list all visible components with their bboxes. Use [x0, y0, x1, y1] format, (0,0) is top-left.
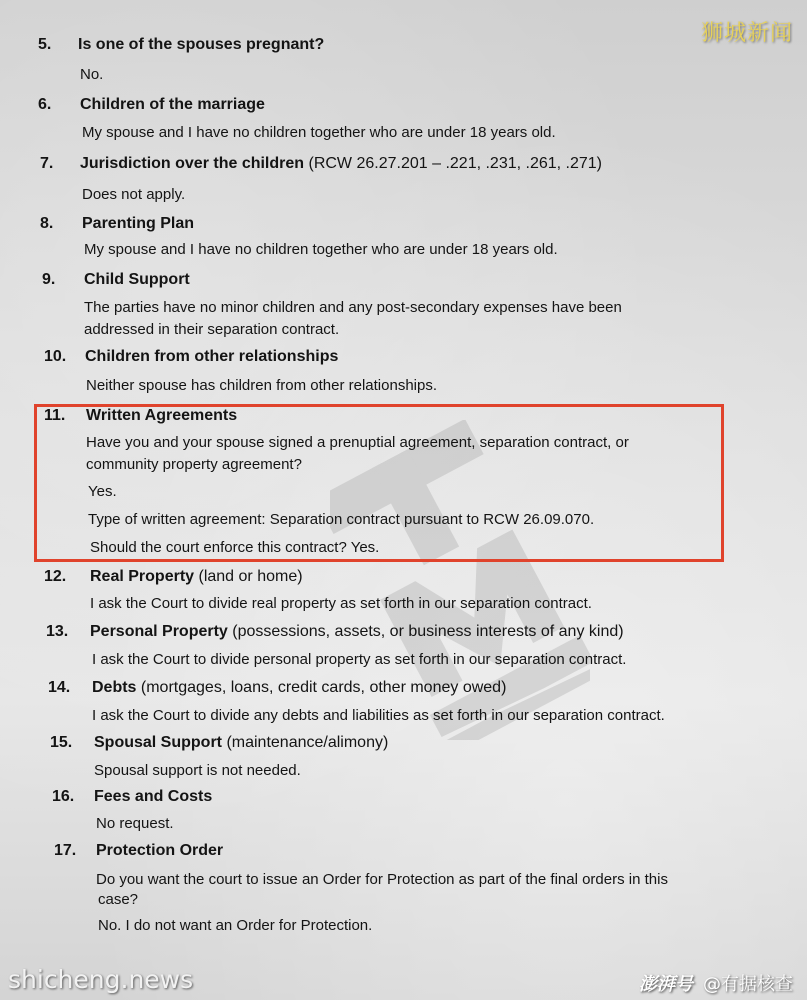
- watermark-bottom-right: [639, 970, 793, 996]
- item-body-line: No.: [80, 66, 104, 83]
- item-title: Children from other relationships: [85, 348, 339, 365]
- item-body-line: Does not apply.: [82, 186, 186, 203]
- watermark-logo: 澎湃号: [639, 974, 693, 995]
- item-heading: [92, 679, 506, 697]
- item-title: Parenting Plan: [82, 215, 195, 232]
- item-body-line: Neither spouse has children from other relationships.: [86, 377, 438, 394]
- item-title-note: (RCW 26.27.201 – .221, .231, .261, .271): [304, 155, 603, 172]
- item-number: 10.: [44, 348, 67, 365]
- item-heading: [85, 348, 338, 366]
- watermark-account: @有据核查: [703, 974, 793, 995]
- item-title-note: (possessions, assets, or business interests of any kind): [227, 623, 624, 640]
- item-title-note: (land or home): [194, 568, 303, 585]
- item-heading: [78, 36, 324, 54]
- item-title: Is one of the spouses pregnant?: [78, 36, 325, 53]
- item-title-note: (mortgages, loans, credit cards, other money owed): [136, 679, 507, 696]
- item-number: 7.: [40, 155, 54, 172]
- item-number: 13.: [46, 623, 69, 640]
- item-title: Written Agreements: [86, 407, 238, 424]
- item-title-note: (maintenance/alimony): [222, 734, 389, 751]
- item-body-line: Spousal support is not needed.: [94, 762, 301, 779]
- item-number: 5.: [38, 36, 52, 53]
- highlight-box-written-agreements: [34, 404, 724, 562]
- item-body-line: I ask the Court to divide real property as set forth in our separation contract.: [90, 595, 592, 612]
- item-body-line: Type of written agreement: Separation contract pursuant to RCW 26.09.070.: [88, 511, 595, 528]
- item-body-line: No. I do not want an Order for Protection.: [98, 917, 373, 934]
- item-number: 14.: [48, 679, 71, 696]
- item-title: Protection Order: [96, 842, 224, 859]
- item-heading: [94, 788, 212, 806]
- item-body-line: case?: [98, 891, 139, 908]
- item-body-line: community property agreement?: [86, 456, 302, 473]
- watermark-bottom-left: shicheng.news: [8, 965, 194, 994]
- item-title: Children of the marriage: [80, 96, 265, 113]
- item-heading: [96, 842, 223, 860]
- item-body-line: The parties have no minor children and any post-secondary expenses have been: [84, 299, 622, 316]
- item-title: Child Support: [84, 271, 190, 288]
- item-title: Personal Property: [90, 623, 228, 640]
- item-body-line: No request.: [96, 815, 174, 832]
- item-number: 15.: [50, 734, 73, 751]
- item-body-line: I ask the Court to divide any debts and liabilities as set forth in our separation contract.: [92, 707, 665, 724]
- item-number: 12.: [44, 568, 67, 585]
- item-heading: [90, 623, 624, 641]
- item-heading: [90, 568, 303, 586]
- item-body-line: My spouse and I have no children together who are under 18 years old.: [84, 241, 558, 258]
- item-number: 16.: [52, 788, 75, 805]
- item-body-line: My spouse and I have no children together who are under 18 years old.: [82, 124, 556, 141]
- item-heading: [82, 215, 194, 233]
- item-title: Spousal Support: [94, 734, 222, 751]
- item-body-line: I ask the Court to divide personal property as set forth in our separation contract.: [92, 651, 627, 668]
- item-number: 11.: [44, 407, 66, 424]
- item-number: 6.: [38, 96, 52, 113]
- item-title: Fees and Costs: [94, 788, 213, 805]
- item-title: Real Property: [90, 568, 195, 585]
- item-body-line: addressed in their separation contract.: [84, 321, 340, 338]
- item-number: 8.: [40, 215, 54, 232]
- item-title: Jurisdiction over the children: [80, 155, 305, 172]
- item-body-line: Have you and your spouse signed a prenuptial agreement, separation contract, or: [86, 434, 629, 451]
- item-body-line: Do you want the court to issue an Order for Protection as part of the final orders in this: [96, 871, 668, 888]
- item-title: Debts: [92, 679, 137, 696]
- item-heading: [80, 96, 265, 114]
- item-heading: [94, 734, 388, 752]
- watermark-top-right: 狮城新闻: [700, 21, 793, 46]
- item-number: 9.: [42, 271, 56, 288]
- item-heading: [84, 271, 190, 289]
- item-body-line: Yes.: [88, 483, 117, 500]
- item-number: 17.: [54, 842, 77, 859]
- item-body-line: Should the court enforce this contract? Yes.: [90, 539, 380, 556]
- item-heading: [80, 155, 602, 173]
